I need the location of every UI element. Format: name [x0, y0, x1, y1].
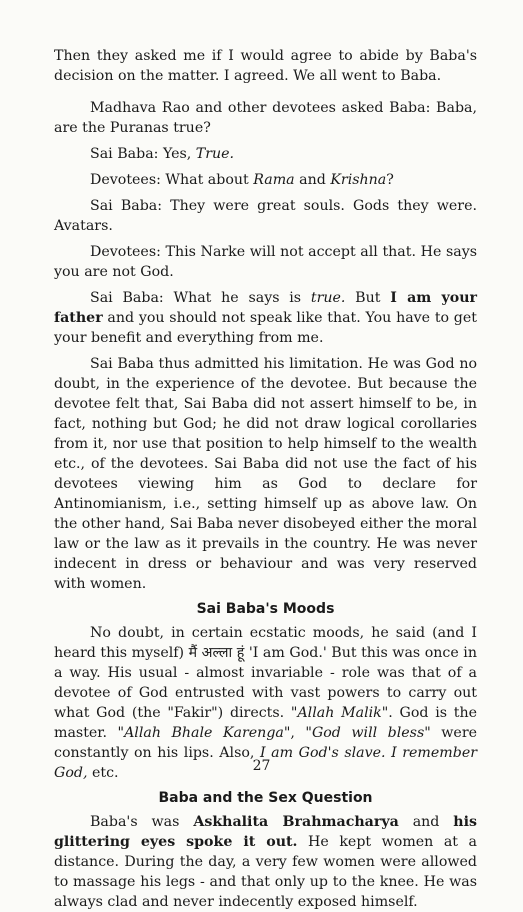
italic-text: I am God's slave. I remember God,: [54, 745, 477, 781]
text: and: [398, 814, 454, 830]
text: Yes,: [158, 146, 196, 162]
italic-text: true.: [310, 290, 346, 306]
text: ", ": [283, 725, 312, 741]
italic-text: Allah Malik: [297, 705, 382, 721]
italic-text: Allah Bhale Karenga: [124, 725, 284, 741]
italic-text: Krishna: [330, 172, 387, 188]
hindi-text: मैं अल्ला हूं: [188, 645, 245, 661]
dialogue-line: [54, 144, 477, 164]
section-heading: Sai Baba's Moods: [196, 601, 335, 617]
text: and you should not speak like that. You have to get your benefit and everything from me.: [54, 310, 477, 346]
text: But: [345, 290, 391, 306]
speaker: Sai Baba:: [90, 146, 159, 162]
text: He kept women at a distance. During the day, a very few women were allowed to massage his legs - and that only up to the knee. He was always clad and never indecently exposed himself.: [54, 834, 477, 910]
text: etc.: [87, 765, 119, 781]
italic-text: God will bless: [311, 725, 425, 741]
dialogue-line: [54, 170, 477, 190]
paragraph: Madhava Rao and other devotees asked Baba: Baba, are the Puranas true?: [54, 100, 477, 136]
text: Baba's was: [90, 814, 194, 830]
speaker: Devotees:: [90, 172, 161, 188]
text: What about: [160, 172, 254, 188]
text: and: [294, 172, 331, 188]
text: ?: [386, 172, 394, 188]
page-number: 27: [252, 758, 271, 774]
text: ". God is the master. ": [54, 705, 477, 741]
bold-text: I am your father: [54, 290, 477, 326]
dialogue-line: [54, 288, 477, 348]
text: 'I am God.' But this was once in a way. His usual - almost invariable - role was that of a devotee of God entrusted with vast powers to carry out what God (the "Fakir") directs. ": [54, 645, 477, 721]
text: " were constantly on his lips. Also,: [54, 725, 477, 761]
bold-text: his glittering eyes spoke it out.: [54, 814, 477, 850]
dialogue-line: Sai Baba: They were great souls. Gods they were. Avatars.: [54, 198, 477, 234]
dialogue-line: Devotees: This Narke will not accept all that. He says you are not God.: [54, 244, 477, 280]
text: Sai Baba: What he says is: [90, 290, 311, 306]
paragraph: Then they asked me if I would agree to abide by Baba's decision on the matter. I agreed. We all went to Baba.: [54, 48, 477, 84]
paragraph: Sai Baba thus admitted his limitation. He was God no doubt, in the experience of the devotee. But because the devotee felt that, Sai Baba did not assert himself to be, in fact, nothing but God; he did not draw logical corollaries from it, nor use that position to help himself to the wealth etc., of the devotees. Sai Baba did not use the fact of his devotees viewing him as God to declare for Antinomianism, i.e., setting himself up as above law. On the other hand, Sai Baba never disobeyed either the moral law or the law as it prevails in the country. He was never indecent in dress or behaviour and was very reserved with women.: [54, 356, 477, 592]
bold-text: Askhalita Brahmacharya: [193, 814, 399, 830]
text: No doubt, in certain ecstatic moods, he said (and I heard this myself): [54, 625, 477, 661]
paragraph: [54, 812, 477, 912]
italic-text: Rama: [253, 172, 295, 188]
section-heading: Baba and the Sex Question: [158, 790, 373, 806]
italic-text: True.: [195, 146, 235, 162]
